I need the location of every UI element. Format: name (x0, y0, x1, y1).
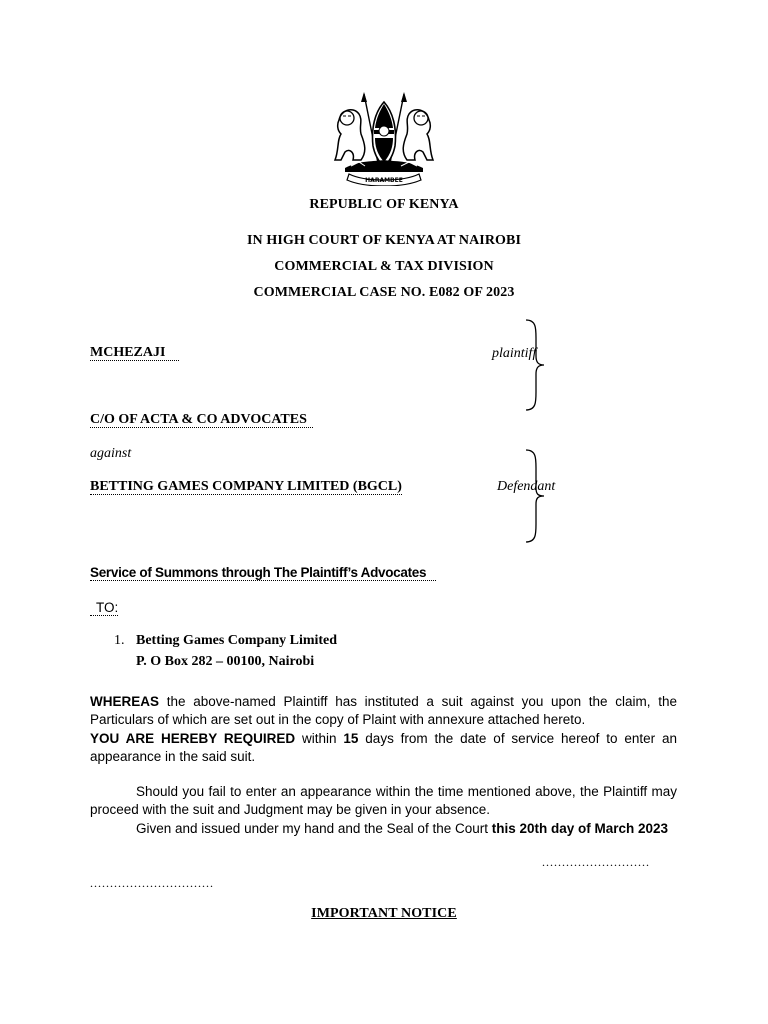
country-heading: REPUBLIC OF KENYA (309, 197, 459, 212)
defendant-role: Defendant (497, 479, 556, 494)
court-heading: IN HIGH COURT OF KENYA AT NAIROBI (246, 233, 522, 248)
failure-paragraph: Should you fail to enter an appearance within the time mentioned above, the Plaintiff may proceed with the suit and Judgment may be given in your absence. (90, 784, 677, 817)
signature-line-left: ............................... (90, 876, 214, 890)
recipient-address: P. O Box 282 – 00100, Nairobi (136, 654, 315, 669)
to-label: TO: (90, 600, 118, 615)
plaintiff-name: MCHEZAJI (90, 345, 179, 361)
coat-of-arms-emblem (331, 90, 437, 186)
recipient-number: 1. (114, 633, 125, 648)
coat-of-arms-motto: HARAMBEE (365, 177, 403, 184)
required-paragraph: YOU ARE HEREBY REQUIRED within 15 days from the date of service hereof to enter an appearance in the said suit. (90, 731, 677, 764)
plaintiff-role: plaintiff (492, 346, 537, 361)
given-paragraph: Given and issued under my hand and the Seal of the Court this 20th day of March 2023 (136, 821, 669, 836)
against-label: against (90, 446, 132, 461)
coat-of-arms-icon (331, 90, 437, 186)
division-heading: COMMERCIAL & TAX DIVISION (274, 259, 494, 274)
plaintiff-advocates: C/O OF ACTA & CO ADVOCATES (90, 412, 313, 428)
plaintiff-brace-icon (522, 318, 546, 412)
defendant-name: BETTING GAMES COMPANY LIMITED (BGCL) (90, 479, 402, 494)
defendant-brace-icon (522, 448, 546, 544)
service-heading: Service of Summons through The Plaintiff’s Advocates (90, 565, 436, 580)
important-notice-heading: IMPORTANT NOTICE (311, 906, 457, 921)
recipient-name: Betting Games Company Limited (136, 633, 338, 648)
case-number: COMMERCIAL CASE NO. E082 OF 2023 (253, 285, 515, 300)
whereas-paragraph: WHEREAS the above-named Plaintiff has instituted a suit against you upon the claim, the Particulars of which are set out in the copy of Plaint with annexure attached hereto. (90, 694, 677, 727)
signature-line-right: ........................... (542, 855, 650, 869)
